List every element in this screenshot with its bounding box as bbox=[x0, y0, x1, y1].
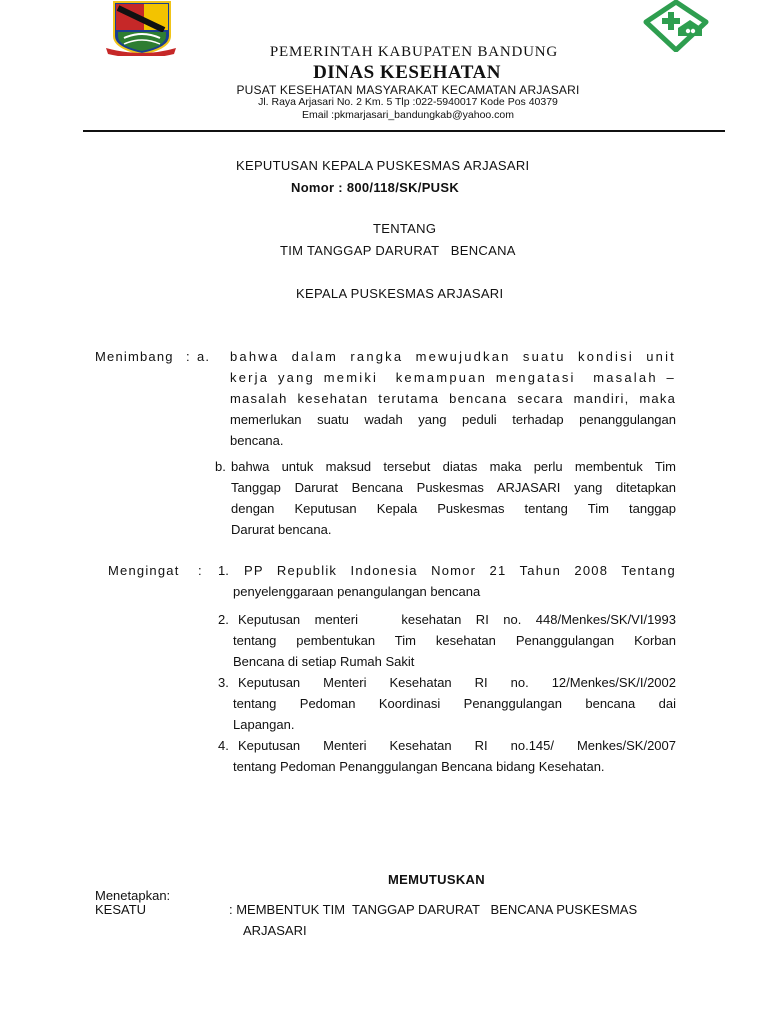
mengingat-item4-line: tentang Pedoman Penanggulangan Bencana bidang Kesehatan. bbox=[233, 759, 605, 774]
mengingat-item2-line: Keputusan menteri kesehatan RI no. 448/Menkes/SK/VI/1993 bbox=[238, 612, 676, 627]
mengingat-item1-marker: 1. bbox=[218, 563, 229, 578]
memutuskan-heading: MEMUTUSKAN bbox=[388, 872, 485, 887]
mengingat-item4-marker: 4. bbox=[218, 738, 229, 753]
kesatu-label: KESATU bbox=[95, 902, 147, 917]
letterhead-address: Jl. Raya Arjasari No. 2 Km. 5 Tlp :022-5940017 Kode Pos 40379 bbox=[258, 96, 558, 108]
letterhead-email: Email :pkmarjasari_bandungkab@yahoo.com bbox=[301, 109, 515, 121]
menimbang-b-marker: b. bbox=[215, 459, 226, 474]
letterhead-sub: PUSAT KESEHATAN MASYARAKAT KECAMATAN ARJASARI bbox=[236, 83, 580, 97]
mengingat-item2-line: Bencana di setiap Rumah Sakit bbox=[233, 654, 415, 669]
kesatu-line: : MEMBENTUK TIM TANGGAP DARURAT BENCANA PUSKESMAS bbox=[229, 902, 638, 917]
menimbang-a-line: bahwa dalam rangka mewujudkan suatu kondisi unit bbox=[230, 349, 676, 364]
menimbang-a-marker: a. bbox=[197, 349, 211, 364]
letterhead-divider bbox=[83, 130, 725, 132]
mengingat-colon: : bbox=[198, 563, 202, 578]
mengingat-item2-line: tentang pembentukan Tim kesehatan Penanggulangan Korban bbox=[233, 633, 676, 648]
issuer-title: KEPALA PUSKESMAS ARJASARI bbox=[296, 286, 504, 301]
letterhead-org: PEMERINTAH KABUPATEN BANDUNG bbox=[269, 44, 559, 60]
menimbang-b-line: bahwa untuk maksud tersebut diatas maka perlu membentuk Tim bbox=[231, 459, 676, 474]
about-title: TIM TANGGAP DARURAT BENCANA bbox=[280, 243, 516, 258]
menimbang-a-line: masalah kesehatan terutama bencana secara mandiri, maka bbox=[230, 391, 676, 406]
menimbang-b-line: Darurat bencana. bbox=[231, 522, 332, 537]
menetapkan-label: Menetapkan: bbox=[95, 888, 171, 903]
mengingat-item3-line: Lapangan. bbox=[233, 717, 295, 732]
menimbang-a-line: bencana. bbox=[230, 433, 284, 448]
kesatu-line: ARJASARI bbox=[243, 923, 307, 938]
decree-title: KEPUTUSAN KEPALA PUSKESMAS ARJASARI bbox=[236, 158, 530, 173]
mengingat-item4-line: Keputusan Menteri Kesehatan RI no.145/ Menkes/SK/2007 bbox=[238, 738, 676, 753]
about-label: TENTANG bbox=[373, 221, 437, 236]
mengingat-label: Mengingat bbox=[108, 563, 180, 578]
menimbang-a-line: memerlukan suatu wadah yang peduli terhadap penanggulangan bbox=[230, 412, 676, 427]
letterhead-dept: DINAS KESEHATAN bbox=[313, 62, 501, 83]
mengingat-item3-marker: 3. bbox=[218, 675, 229, 690]
mengingat-item1-line: penyelenggaraan penangulangan bencana bbox=[233, 584, 481, 599]
decree-number: Nomor : 800/118/SK/PUSK bbox=[291, 180, 460, 195]
mengingat-item3-line: Keputusan Menteri Kesehatan RI no. 12/Menkes/SK/I/2002 bbox=[238, 675, 676, 690]
menimbang-colon: : bbox=[186, 349, 190, 364]
mengingat-item1-line: PP Republik Indonesia Nomor 21 Tahun 2008 Tentang bbox=[244, 563, 676, 578]
menimbang-b-line: Tanggap Darurat Bencana Puskesmas ARJASARI yang ditetapkan bbox=[231, 480, 676, 495]
menimbang-a-line: kerja yang memiki kemampuan mengatasi masalah – bbox=[230, 370, 676, 385]
menimbang-b-line: dengan Keputusan Kepala Puskesmas tentang Tim tanggap bbox=[231, 501, 676, 516]
mengingat-item3-line: tentang Pedoman Koordinasi Penanggulangan bencana dai bbox=[233, 696, 676, 711]
menimbang-label: Menimbang bbox=[95, 349, 174, 364]
mengingat-item2-marker: 2. bbox=[218, 612, 229, 627]
